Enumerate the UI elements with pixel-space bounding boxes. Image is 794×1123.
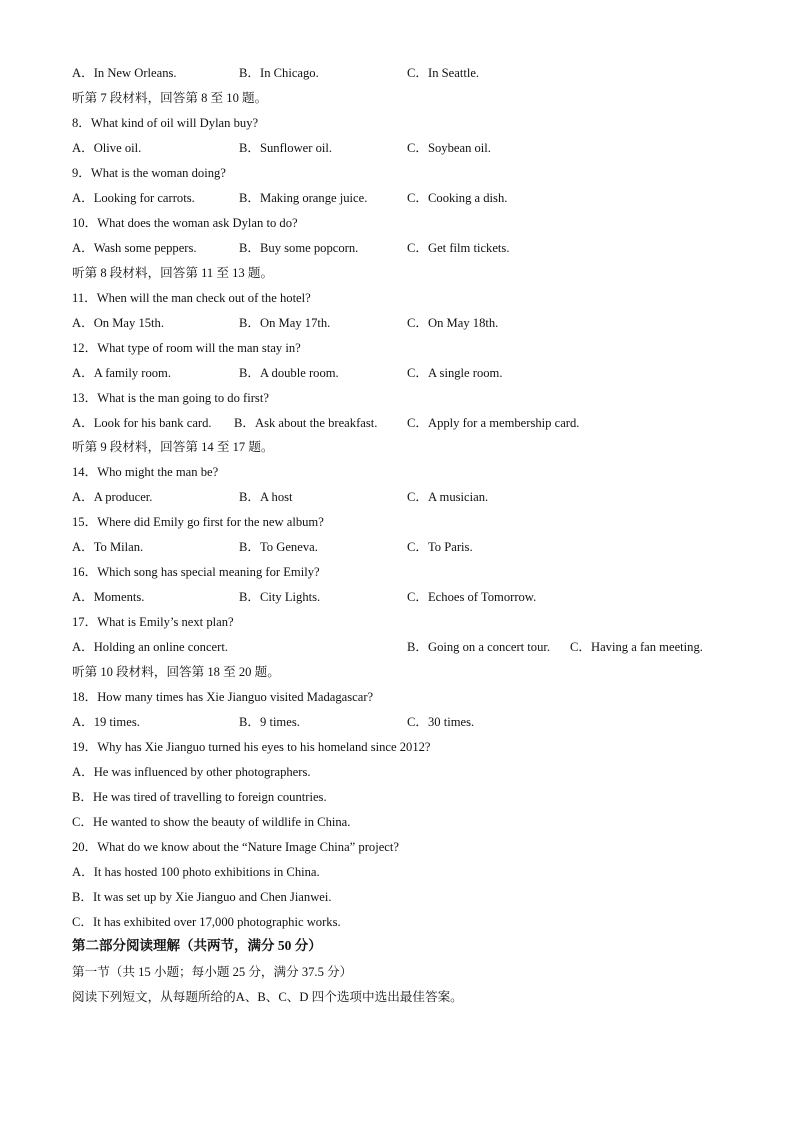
q11-option-b: B．On May 17th.: [239, 316, 331, 330]
q17-text: 17．What is Emily’s next plan?: [72, 615, 234, 629]
part-2-instruction: 阅读下列短文，从每题所给的A、B、C、D 四个选项中选出最佳答案。: [72, 990, 463, 1004]
q14-option-a: A．A producer.: [72, 490, 153, 504]
q19-option-c: C．He wanted to show the beauty of wildlife in China.: [72, 815, 351, 829]
part-2-section-1: 第一节（共 15 小题；每小题 25 分，满分 37.5 分）: [72, 965, 353, 979]
q9-option-b: B．Making orange juice.: [239, 191, 368, 205]
q9-text: 9．What is the woman doing?: [72, 166, 226, 180]
q9-option-a: A．Looking for carrots.: [72, 191, 195, 205]
q18-option-c: C．30 times.: [407, 715, 475, 729]
section-10-instruction: 听第 10 段材料，回答第 18 至 20 题。: [72, 665, 280, 679]
q8-option-a: A．Olive oil.: [72, 141, 142, 155]
q11-option-a: A．On May 15th.: [72, 316, 164, 330]
q7-option-b: B．In Chicago.: [239, 66, 319, 80]
q16-option-b: B．City Lights.: [239, 590, 321, 604]
q19-text: 19．Why has Xie Jianguo turned his eyes to his homeland since 2012?: [72, 740, 431, 754]
q20-option-c: C．It has exhibited over 17,000 photographic works.: [72, 915, 341, 929]
q20-text: 20．What do we know about the “Nature Image China” project?: [72, 840, 399, 854]
q17-option-a: A．Holding an online concert.: [72, 640, 228, 654]
q8-text: 8．What kind of oil will Dylan buy?: [72, 116, 259, 130]
q17-option-b: B．Going on a concert tour.: [407, 640, 551, 654]
q19-option-a: A．He was influenced by other photographers.: [72, 765, 311, 779]
q16-option-a: A．Moments.: [72, 590, 145, 604]
section-7-instruction: 听第 7 段材料，回答第 8 至 10 题。: [72, 91, 268, 105]
part-2-heading: 第二部分阅读理解（共两节，满分 50 分）: [72, 938, 322, 953]
q15-option-a: A．To Milan.: [72, 540, 144, 554]
q12-option-b: B．A double room.: [239, 366, 339, 380]
q8-option-c: C．Soybean oil.: [407, 141, 491, 155]
q7-option-c: C．In Seattle.: [407, 66, 480, 80]
q9-option-c: C．Cooking a dish.: [407, 191, 508, 205]
section-8-instruction: 听第 8 段材料，回答第 11 至 13 题。: [72, 266, 274, 280]
q15-text: 15．Where did Emily go first for the new album?: [72, 515, 324, 529]
q13-option-a: A．Look for his bank card.: [72, 416, 212, 430]
q11-text: 11．When will the man check out of the hotel?: [72, 291, 311, 305]
q14-option-c: C．A musician.: [407, 490, 489, 504]
section-9-instruction: 听第 9 段材料，回答第 14 至 17 题。: [72, 440, 274, 454]
q14-text: 14．Who might the man be?: [72, 465, 219, 479]
q12-text: 12．What type of room will the man stay in?: [72, 341, 301, 355]
q10-text: 10．What does the woman ask Dylan to do?: [72, 216, 298, 230]
q16-text: 16．Which song has special meaning for Emily?: [72, 565, 320, 579]
q16-option-c: C．Echoes of Tomorrow.: [407, 590, 537, 604]
q10-option-c: C．Get film tickets.: [407, 241, 510, 255]
q18-option-a: A．19 times.: [72, 715, 140, 729]
q15-option-b: B．To Geneva.: [239, 540, 318, 554]
q13-option-b: B．Ask about the breakfast.: [234, 416, 378, 430]
q10-option-b: B．Buy some popcorn.: [239, 241, 359, 255]
q11-option-c: C．On May 18th.: [407, 316, 499, 330]
q18-text: 18．How many times has Xie Jianguo visited Madagascar?: [72, 690, 374, 704]
q20-option-b: B．It was set up by Xie Jianguo and Chen Jianwei.: [72, 890, 332, 904]
q18-option-b: B．9 times.: [239, 715, 300, 729]
q7-option-a: A．In New Orleans.: [72, 66, 177, 80]
q20-option-a: A．It has hosted 100 photo exhibitions in China.: [72, 865, 320, 879]
q10-option-a: A．Wash some peppers.: [72, 241, 197, 255]
q17-option-c: C．Having a fan meeting.: [570, 640, 703, 654]
q12-option-c: C．A single room.: [407, 366, 503, 380]
q14-option-b: B．A host: [239, 490, 293, 504]
q19-option-b: B．He was tired of travelling to foreign countries.: [72, 790, 327, 804]
q15-option-c: C．To Paris.: [407, 540, 473, 554]
q13-text: 13．What is the man going to do first?: [72, 391, 269, 405]
q13-option-c: C．Apply for a membership card.: [407, 416, 580, 430]
q8-option-b: B．Sunflower oil.: [239, 141, 333, 155]
q12-option-a: A．A family room.: [72, 366, 171, 380]
